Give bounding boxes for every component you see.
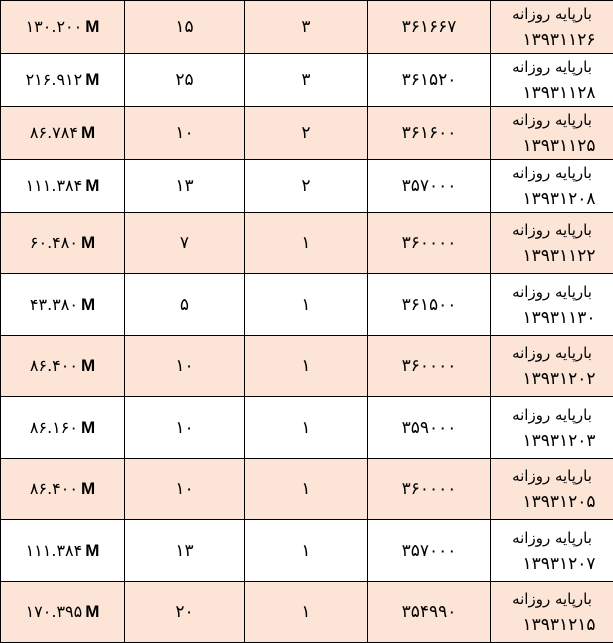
price-cell: ۳۵۴۹۹۰: [368, 582, 491, 643]
name-cell: [491, 160, 613, 213]
value-number: ۸۶.۴۰۰: [30, 356, 78, 375]
count-cell: ۷: [125, 213, 245, 274]
price-cell: ۳۶۱۶۰۰: [368, 107, 491, 160]
name-cell: [491, 107, 613, 160]
value-unit: M: [81, 295, 95, 314]
value-unit: M: [81, 233, 95, 252]
contract-name: بارپایه روزانه: [491, 54, 613, 80]
table-row: [1, 336, 613, 397]
price-cell: ۳۶۱۶۶۷: [368, 1, 491, 54]
name-cell: [491, 54, 613, 107]
value-cell: [1, 397, 125, 459]
table-row: [1, 397, 613, 459]
table-row: [1, 1, 613, 54]
value-unit: M: [81, 356, 95, 375]
value-number: ۱۳۰.۲۰۰: [26, 17, 83, 36]
lots-cell: ۳: [245, 1, 368, 54]
contract-name: بارپایه روزانه: [491, 463, 613, 489]
value-cell: [1, 459, 125, 520]
contract-name: بارپایه روزانه: [491, 107, 613, 133]
price-cell: ۳۶۰۰۰۰: [368, 336, 491, 397]
value-number: ۱۷۰.۳۹۵: [26, 602, 83, 621]
count-cell: ۲۰: [125, 582, 245, 643]
lots-cell: ۲: [245, 160, 368, 213]
name-cell: [491, 582, 613, 643]
contract-date: ۱۳۹۳۱۱۲۵: [491, 133, 613, 159]
value-cell: [1, 54, 125, 107]
lots-cell: ۱: [245, 459, 368, 520]
contract-date: ۱۳۹۳۱۱۲۶: [491, 27, 613, 53]
value-cell: [1, 582, 125, 643]
contract-name: بارپایه روزانه: [491, 1, 613, 27]
price-cell: ۳۶۰۰۰۰: [368, 213, 491, 274]
value-unit: M: [85, 17, 99, 36]
contract-date: ۱۳۹۳۱۲۰۲: [491, 366, 613, 392]
table-row: [1, 213, 613, 274]
table-row: [1, 520, 613, 582]
price-cell: ۳۵۷۰۰۰: [368, 520, 491, 582]
value-cell: [1, 1, 125, 54]
lots-cell: ۱: [245, 336, 368, 397]
lots-cell: ۲: [245, 107, 368, 160]
count-cell: ۵: [125, 274, 245, 336]
lots-cell: ۱: [245, 397, 368, 459]
trades-table-body: [1, 1, 613, 643]
value-number: ۱۱۱.۳۸۴: [26, 541, 83, 560]
contract-date: ۱۳۹۳۱۲۰۳: [491, 428, 613, 454]
count-cell: ۱۰: [125, 459, 245, 520]
contract-name: بارپایه روزانه: [491, 160, 613, 186]
table-row: [1, 459, 613, 520]
name-cell: [491, 520, 613, 582]
name-cell: [491, 1, 613, 54]
price-cell: ۳۶۱۵۲۰: [368, 54, 491, 107]
value-cell: [1, 160, 125, 213]
count-cell: ۲۵: [125, 54, 245, 107]
count-cell: ۱۳: [125, 520, 245, 582]
table-row: [1, 582, 613, 643]
count-cell: ۱۰: [125, 336, 245, 397]
value-unit: M: [81, 418, 95, 437]
contract-name: بارپایه روزانه: [491, 402, 613, 428]
contract-date: ۱۳۹۳۱۱۲۸: [491, 80, 613, 106]
contract-name: بارپایه روزانه: [491, 586, 613, 612]
name-cell: [491, 274, 613, 336]
price-cell: ۳۶۰۰۰۰: [368, 459, 491, 520]
value-number: ۴۳.۳۸۰: [30, 295, 78, 314]
value-number: ۸۶.۴۰۰: [30, 479, 78, 498]
count-cell: ۱۳: [125, 160, 245, 213]
value-unit: M: [85, 602, 99, 621]
value-unit: M: [85, 541, 99, 560]
name-cell: [491, 213, 613, 274]
value-cell: [1, 107, 125, 160]
value-number: ۱۱۱.۳۸۴: [26, 176, 83, 195]
contract-date: ۱۳۹۳۱۱۲۲: [491, 243, 613, 269]
table-row: [1, 54, 613, 107]
lots-cell: ۱: [245, 582, 368, 643]
name-cell: [491, 397, 613, 459]
price-cell: ۳۵۷۰۰۰: [368, 160, 491, 213]
value-unit: M: [81, 479, 95, 498]
value-unit: M: [85, 176, 99, 195]
count-cell: ۱۰: [125, 397, 245, 459]
contract-date: ۱۳۹۳۱۱۳۰: [491, 305, 613, 331]
price-cell: ۳۶۱۵۰۰: [368, 274, 491, 336]
contract-name: بارپایه روزانه: [491, 217, 613, 243]
value-unit: M: [85, 70, 99, 89]
lots-cell: ۱: [245, 274, 368, 336]
lots-cell: ۱: [245, 520, 368, 582]
value-number: ۸۶.۷۸۴: [30, 123, 78, 142]
contract-date: ۱۳۹۳۱۲۱۵: [491, 612, 613, 638]
contract-date: ۱۳۹۳۱۲۰۸: [491, 186, 613, 212]
value-unit: M: [81, 123, 95, 142]
count-cell: ۱۵: [125, 1, 245, 54]
count-cell: ۱۰: [125, 107, 245, 160]
name-cell: [491, 459, 613, 520]
table-row: [1, 160, 613, 213]
value-number: ۸۶.۱۶۰: [30, 418, 78, 437]
contract-date: ۱۳۹۳۱۲۰۷: [491, 551, 613, 577]
lots-cell: ۱: [245, 213, 368, 274]
value-cell: [1, 336, 125, 397]
contract-name: بارپایه روزانه: [491, 340, 613, 366]
value-number: ۶۰.۴۸۰: [30, 233, 78, 252]
table-row: [1, 274, 613, 336]
contract-name: بارپایه روزانه: [491, 279, 613, 305]
contract-name: بارپایه روزانه: [491, 525, 613, 551]
value-cell: [1, 274, 125, 336]
value-cell: [1, 520, 125, 582]
table-row: [1, 107, 613, 160]
lots-cell: ۳: [245, 54, 368, 107]
value-number: ۲۱۶.۹۱۲: [26, 70, 83, 89]
value-cell: [1, 213, 125, 274]
name-cell: [491, 336, 613, 397]
contract-date: ۱۳۹۳۱۲۰۵: [491, 489, 613, 515]
price-cell: ۳۵۹۰۰۰: [368, 397, 491, 459]
